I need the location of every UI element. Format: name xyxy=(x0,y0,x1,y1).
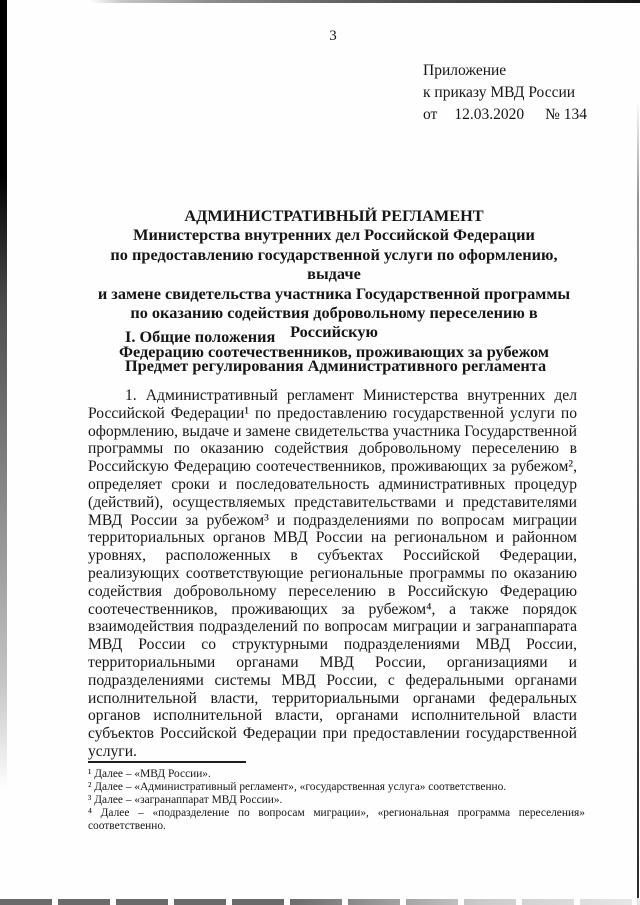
appendix-order-reference xyxy=(423,104,587,126)
scan-edge-left-bar xyxy=(0,0,7,790)
footnote-item: ² Далее – «Административный регламент», «государственная услуга» соответственно. xyxy=(88,781,507,793)
spacer xyxy=(437,104,454,126)
title-line: Федерацию соотечественников, проживающих за рубежом xyxy=(119,341,549,361)
title-line: по оказанию содействия добровольному переселению в Российскую xyxy=(130,303,538,342)
title-line: Министерства внутренних дел Российской Федерации xyxy=(133,225,535,245)
footnote-list xyxy=(88,768,585,833)
page-number: 3 xyxy=(329,28,337,44)
title-line: и замене свидетельства участника Государственной программы xyxy=(97,283,571,303)
appendix-line: Приложение xyxy=(423,62,507,79)
footnote-divider xyxy=(88,761,246,763)
title-line: АДМИНИСТРАТИВНЫЙ РЕГЛАМЕНТ xyxy=(184,206,484,225)
footnote-item: ¹ Далее – «МВД России». xyxy=(88,768,211,780)
footnote-item: ³ Далее – «загранаппарат МВД России». xyxy=(88,794,283,806)
scan-edge-top-line xyxy=(90,0,640,3)
footnote-item: ⁴ Далее – «подразделение по вопросам миграции», «региональная программа переселения» соответственно. xyxy=(88,807,585,832)
appendix-ref-prefix: от xyxy=(423,106,438,123)
appendix-ref-date: 12.03.2020 xyxy=(454,106,525,123)
appendix-block xyxy=(423,60,587,126)
appendix-ref-number: № 134 xyxy=(545,106,587,123)
subsection-heading: Предмет регулирования Административного регламента xyxy=(125,356,547,375)
appendix-line: к приказу МВД России xyxy=(423,84,576,101)
scan-edge-right-line xyxy=(637,100,639,905)
title-line: по предоставлению государственной услуги по оформлению, выдаче xyxy=(110,244,558,284)
chapter-heading: I. Общие положения xyxy=(125,327,276,346)
spacer xyxy=(524,104,545,126)
body-paragraph-1: 1. Административный регламент Министерства внутренних дел Российской Федерации¹ по предоставлению государственной услуги по оформлению, выдаче и замене свидетельства участника Государственной программы по оказанию содействия добровольному переселению в Российскую Федерацию соотечественников, проживающих за рубежом², определяет сроки и последовательность административных процедур (действий), осуществляемых представительствами и представителями МВД России за рубежом³ и подразделениями по вопросам миграции территориальных органов МВД России на региональном и районном уровнях, расположенных в субъектах Российской Федерации, реализующих соответствующие региональные программы по оказанию содействия добровольному переселению в Российскую Федерацию соотечественников, проживающих за рубежом⁴, а также порядок взаимодействия подразделений по вопросам миграции и загранаппарата МВД России со структурными подразделениями МВД России, территориальными органами МВД России, организациями и подразделениями системы МВД России, с федеральными органами исполнительной власти, территориальными органами федеральных органов исполнительной власти, органами исполнительной власти субъектов Российской Федерации при предоставлении государственной услуги. xyxy=(88,387,577,760)
scan-edge-bottom-fade xyxy=(0,898,640,905)
